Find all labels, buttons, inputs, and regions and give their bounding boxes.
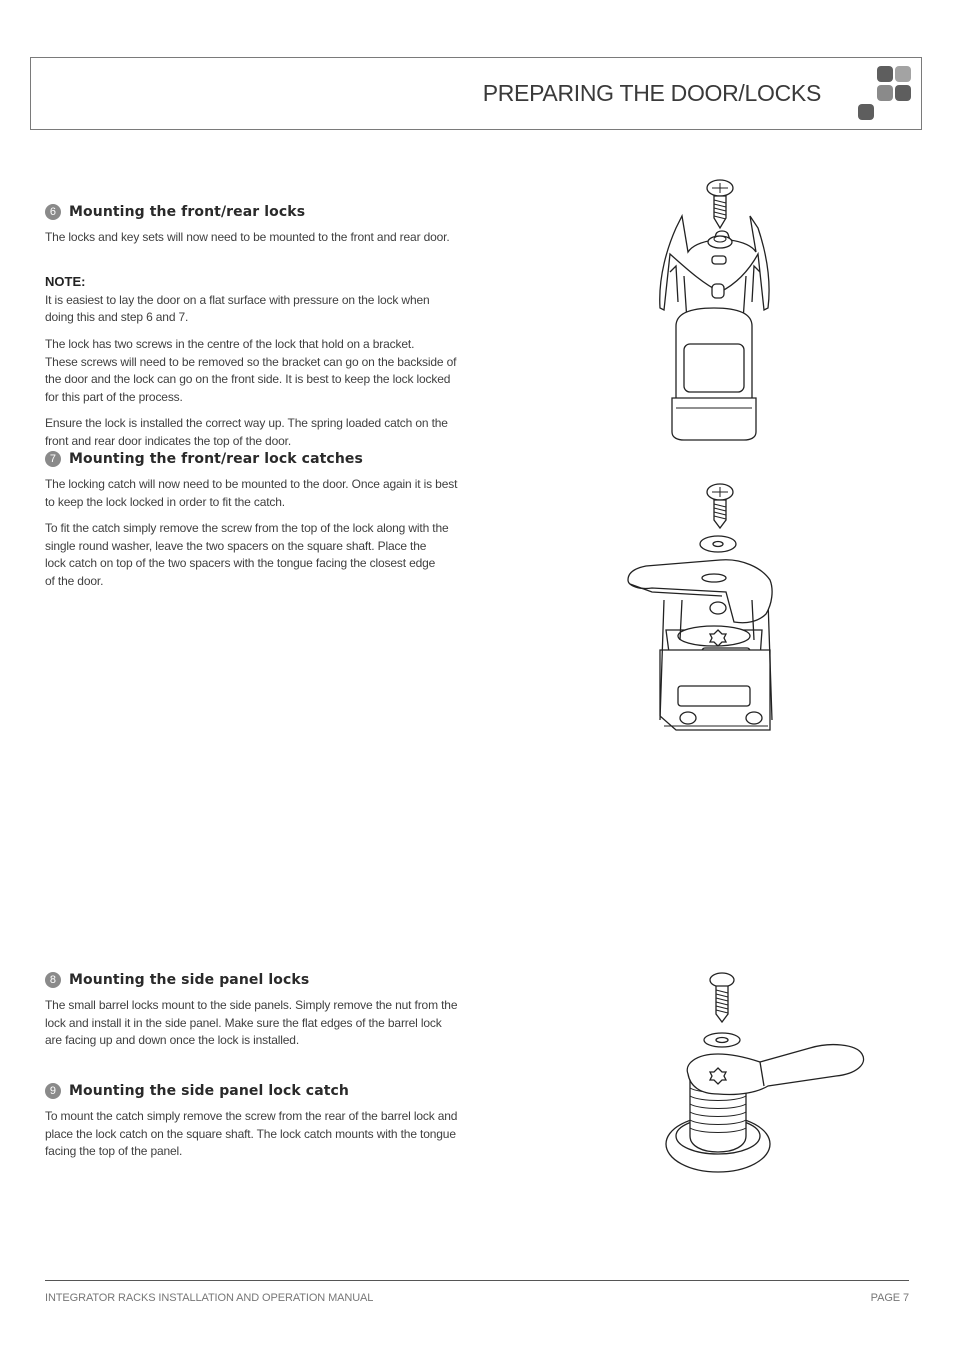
note-label: NOTE: [45,274,86,290]
brand-logo [857,66,913,122]
section-mounting-side-panel-lock-catch [45,1083,460,1170]
logo-square-5 [858,104,874,120]
screw-icon [707,180,733,228]
step-number-badge: 6 [45,204,61,220]
step-number-badge: 8 [45,972,61,988]
logo-square-2 [895,66,911,82]
screw-icon [710,973,734,1022]
paragraph: Ensure the lock is installed the correct way up. The spring loaded catch on the front and rear door indicates the top of the door. [45,416,448,448]
paragraph: To mount the catch simply remove the screw from the rear of the barrel lock and place the lock catch on the square shaft. The lock catch mounts with the tongue facing the top of the panel. [45,1109,458,1159]
section-heading [45,972,460,988]
note-text: It is easiest to lay the door on a flat surface with pressure on the lock when doing this and step 6 and 7. [45,292,430,325]
section-mounting-front-rear-locks [45,204,460,460]
step-number-badge: 7 [45,451,61,467]
logo-square-1 [877,66,893,82]
header-box [30,57,922,130]
logo-square-4 [895,85,911,101]
washer-icon [704,1033,740,1047]
barrel-lock-illustration [660,968,870,1182]
lock-with-bracket-illustration [640,176,790,446]
note-paragraph [45,256,460,327]
heading-text: Mounting the side panel locks [69,972,310,988]
logo-square-3 [877,85,893,101]
screw-icon [707,484,733,528]
heading-text: Mounting the front/rear locks [69,204,306,220]
section-heading [45,204,460,220]
paragraph: To fit the catch simply remove the screw from the top of the lock along with the single round washer, leave the two spacers on the square shaft. Place the lock catch on top of the two spacers with the tongue facing the closest edge of the door. [45,521,449,588]
footer-manual-title: INTEGRATOR RACKS INSTALLATION AND OPERATION MANUAL [45,1292,374,1304]
section-mounting-lock-catches [45,451,460,600]
heading-text: Mounting the front/rear lock catches [69,451,363,467]
paragraph: The locking catch will now need to be mounted to the door. Once again it is best to keep the lock locked in order to fit the catch. [45,477,458,509]
lock-catch-illustration [622,480,787,740]
step-number-badge: 9 [45,1083,61,1099]
section-mounting-side-panel-locks [45,972,460,1059]
section-heading [45,1083,460,1099]
heading-text: Mounting the side panel lock catch [69,1083,349,1099]
paragraph: The small barrel locks mount to the side panels. Simply remove the nut from the lock and install it in the side panel. Make sure the flat edges of the barrel lock are facing up and down once the lock is installed. [45,998,458,1048]
page-title: PREPARING THE DOOR/LOCKS [482,80,821,106]
paragraph: The locks and key sets will now need to be mounted to the front and rear door. [45,230,450,244]
washer-icon [700,536,736,552]
footer-page-number: PAGE 7 [870,1292,909,1304]
footer-divider [45,1280,909,1281]
section-heading [45,451,460,467]
paragraph: The lock has two screws in the centre of the lock that hold on a bracket. These screws will need to be removed so the bracket can go on the backside of the door and the lock can go on the front side. It is best to keep the lock locked for this part of the process. [45,336,457,404]
